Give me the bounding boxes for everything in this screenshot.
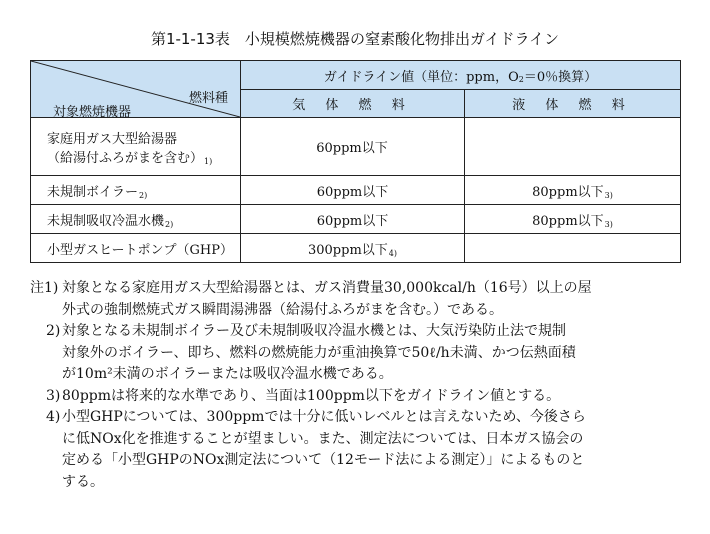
liquid-fuel-header: 液 体 燃 料: [465, 90, 681, 118]
table-row: [31, 234, 681, 263]
note-line: が10m²未満のボイラーまたは吸収冷温水機である。: [62, 366, 393, 382]
note-line: する。: [62, 473, 104, 490]
gas-value-cell: 60ppm以下: [241, 118, 465, 176]
note-2: [32, 321, 682, 386]
note-line: 対象外のボイラー、即ち、燃料の燃焼能力が重油換算で50ℓ/h未満、かつ伝熱面積: [62, 344, 576, 361]
note-label: 3): [46, 387, 61, 404]
gas-value-cell: 60ppm以下: [241, 205, 465, 234]
note-line: 80ppmは将来的な水準であり、当面は100ppm以下をガイドライン値とする。: [62, 387, 561, 404]
note-label: 2): [46, 323, 61, 339]
page-title: 第1-1-13表 小規模燃焼機器の窒素酸化物排出ガイドライン: [150, 30, 560, 48]
device-cell: 未規制吸収冷温水機$^{2)}$: [31, 205, 241, 234]
note-3: [32, 386, 682, 408]
note-label: 4): [46, 409, 61, 425]
liquid-value-cell: [465, 234, 681, 263]
liquid-value-cell: 80ppm以下$^{3)}$: [465, 176, 681, 205]
device-cell: 未規制ボイラー$^{2)}$: [31, 176, 241, 205]
header-corner-cell: [31, 61, 241, 118]
notes-section: [32, 278, 682, 493]
gas-fuel-header: 気 体 燃 料: [241, 90, 465, 118]
note-label: 注1): [30, 280, 59, 296]
table-row: [31, 118, 681, 176]
liquid-value-cell: 80ppm以下$^{3)}$: [465, 205, 681, 234]
note-line: 定める「小型GHPのNOx測定法について（12モード法による測定）」によるものと: [62, 452, 585, 468]
note-line: 小型GHPについては、300ppmでは十分に低いレベルとは言えないため、今後さら: [62, 409, 586, 425]
gas-value-cell: 60ppm以下: [241, 176, 465, 205]
guideline-header: ガイドライン値（単位：ppm，$O_2=0$％換算）: [241, 61, 681, 90]
liquid-value-cell: [465, 118, 681, 176]
gas-value-cell: 300ppm以下$^{4)}$: [241, 234, 465, 263]
note-1: [32, 278, 682, 321]
note-line: 外式の強制燃焼式ガス瞬間湯沸器（給湯付ふろがまを含む。）である。: [62, 301, 503, 318]
note-4: [32, 407, 682, 493]
device-cell: 小型ガスヒートポンプ（GHP）: [31, 234, 241, 263]
table-row: [31, 205, 681, 234]
note-line: 対象となる未規制ボイラー及び未規制吸収冷温水機とは、大気汚染防止法で規制: [62, 323, 566, 339]
note-line: に低NOx化を推進することが望ましい。また、測定法については、日本ガス協会の: [62, 430, 584, 447]
device-label: 対象燃焼機器: [53, 105, 132, 120]
device-cell: 家庭用ガス大型給湯器 （給湯付ふろがまを含む）$^{1)}$: [31, 118, 241, 176]
fuel-type-label: 燃料種: [188, 91, 228, 106]
note-line: 対象となる家庭用ガス大型給湯器とは、ガス消費量30,000kcal/h（16号）以上の屋: [62, 280, 592, 296]
guideline-table: [30, 60, 681, 263]
table-row: [31, 176, 681, 205]
